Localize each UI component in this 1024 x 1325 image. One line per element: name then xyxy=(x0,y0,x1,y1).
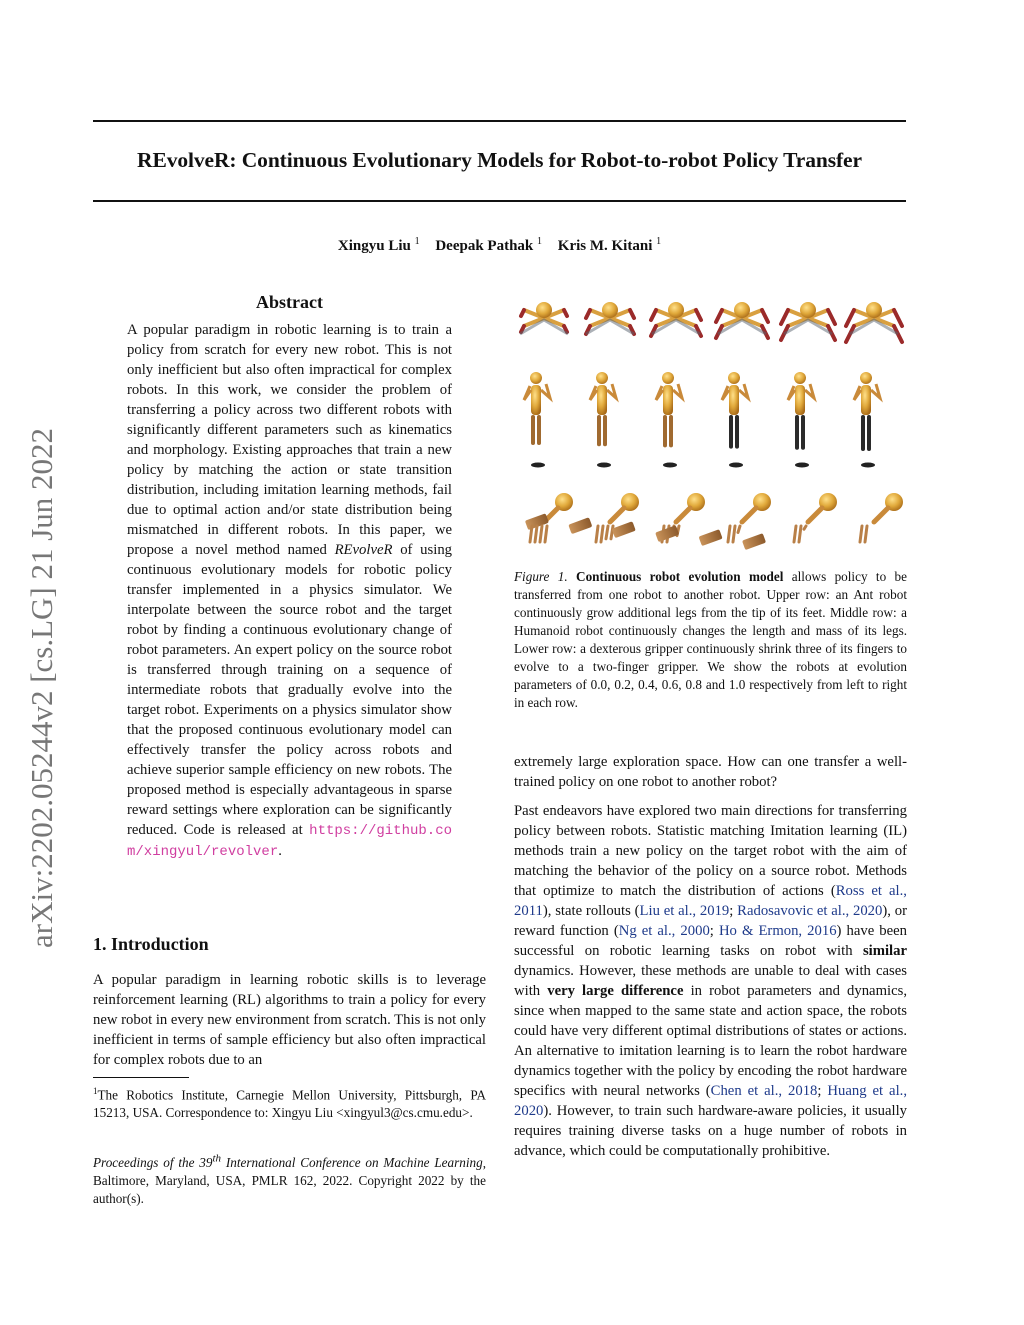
author: Kris M. Kitani $^1$ xyxy=(557,236,662,254)
gripper-robot xyxy=(525,493,573,542)
humanoid-robot xyxy=(722,372,748,468)
humanoid-robot xyxy=(524,372,550,468)
gripper-robot-row xyxy=(525,493,903,550)
abstract-body: A popular paradigm in robotic learning is to train a policy from scratch for every new robot. This is not only inefficient but also often impractical for complex robots. In this work, we consider the problem of transferring a policy across two different robots with significantly different parameters such as kinematics and morphology. Existing approaches that train a new policy by matching the action or state transition distribution, including imitation learning methods, fail due to optimal action and/or state distribution being mismatched in different robots. In this paper, we propose a novel method named REvolveR of using continuous evolutionary models for robotic policy transfer implemented in a physics simulator. We interpolate between the source robot and the target robot by finding a continuous evolutionary change of robot parameters. An expert policy on the source robot is transferred through training on a sequence of intermediate robots that gradually evolve into the target robot. Experiments on a physics simulator show that the proposed continuous evolutionary model can effectively transfer the policy across robots and achieve superior sample efficiency on new robots. The proposed method is especially advantageous in sparse reward settings where exploration can be significantly reduced. Code is released at https://github.com/xingyul/revolver. xyxy=(127,322,453,860)
title-top-rule xyxy=(93,120,906,122)
arxiv-side-label: arXiv:2202.05244v2 [cs.LG] 21 Jun 2022 xyxy=(24,427,59,948)
author: Deepak Pathak $^1$ xyxy=(435,236,543,254)
citation-link[interactable]: Huang et al., 2020 xyxy=(514,1083,907,1119)
ant-robot xyxy=(716,302,768,338)
ant-robot xyxy=(520,302,568,334)
figure-caption: Figure 1. Continuous robot evolution model allows policy to be transferred from one robot to another robot. Upper row: an Ant robot continuously grow additional legs from the tip of its feet. Middle row: a Humanoid robot continuously changes the length and mass of its legs. Lower row: a dexterous gripper continuously shrink three of its fingers to evolve to a two-finger gripper. We show the robots at evolution parameters of 0.0, 0.2, 0.4, 0.6, 0.8 and 1.0 respectively from left to right in each row. xyxy=(514,569,907,710)
humanoid-robot xyxy=(854,372,880,468)
citation-link[interactable]: Chen et al., 2018 xyxy=(710,1083,818,1099)
figure-robot-evolution xyxy=(514,290,907,555)
author: Xingyu Liu $^1$ xyxy=(337,236,420,254)
proceedings-note: Proceedings of the 39th International Conference on Machine Learning, Baltimore, Maryland, USA, PMLR 162, 2022. Copyright 2022 by the author(s). xyxy=(93,1153,486,1207)
ant-robot xyxy=(651,302,701,336)
section-heading-introduction: 1. Introduction xyxy=(93,934,209,954)
right-paragraph-2: Past endeavors have explored two main directions for transferring policy between robots. Statistic matching Imitation learning (IL) methods train a new policy on the target robot with the aim of matching the behavior of the policy on a source robot. Methods that optimize to match the distribution of actions (Ross et al., 2011), state rollouts (Liu et al., 2019; Radosavovic et al., 2020), or reward function (Ng et al., 2000; Ho & Ermon, 2016) have been successful on robotic learning tasks on robot with similar dynamics. However, these methods are unable to deal with cases with very large difference in robot parameters and dynamics, since when mapped to the same state and action space, the robots could have very different optimal distributions of states or actions. An alternative to imitation learning is to learn the robot hardware dynamics together with the policy by encoding the robot hardware specifics with neural networks (Chen et al., 2018; Huang et al., 2020). However, to train such hardware-aware policies, it usually requires training diverse tasks on a huge number of robots in advance, which could be computationally prohibitive. xyxy=(514,803,908,1159)
abstract-heading: Abstract xyxy=(256,292,323,312)
ant-robot-row xyxy=(520,302,902,342)
citation-link[interactable]: Ho & Ermon, 2016 xyxy=(718,923,837,939)
ant-robot xyxy=(781,302,835,340)
code-url-link[interactable]: https://github.com/xingyul/revolver xyxy=(127,823,452,860)
citation-link[interactable]: Radosavovic et al., 2020 xyxy=(737,903,883,919)
humanoid-robot-row xyxy=(524,372,880,468)
footnote-rule xyxy=(93,1077,189,1078)
humanoid-robot xyxy=(656,372,682,468)
citation-link[interactable]: Ross et al., 2011 xyxy=(514,883,907,919)
paper-title: REvolveR: Continuous Evolutionary Models for Robot-to-robot Policy Transfer xyxy=(137,148,862,172)
humanoid-robot xyxy=(590,372,616,468)
gripper-robot xyxy=(568,493,639,542)
affiliation-footnote: $^1$The Robotics Institute, Carnegie Mellon University, Pittsburgh, PA 15213, USA. Correspondence to: Xingyu Liu <xingyul3@cs.cmu.edu>. xyxy=(93,1086,486,1121)
author-list xyxy=(93,236,906,255)
citation-link[interactable]: Ng et al., 2000 xyxy=(618,923,710,939)
intro-paragraph: A popular paradigm in learning robotic skills is to leverage reinforcement learning (RL) algorithms to train a policy for every new robot in every new environment from scratch. This is not only inefficient in terms of sample efficiency but also often impractical for complex robots due to an xyxy=(93,972,486,1068)
right-paragraph-1: extremely large exploration space. How can one transfer a well-trained policy on one robot to another robot? xyxy=(514,754,907,790)
humanoid-robot xyxy=(788,372,814,468)
citation-link[interactable]: Liu et al., 2019 xyxy=(639,903,730,919)
ant-robot xyxy=(586,302,634,334)
title-bottom-rule xyxy=(93,200,906,202)
ant-robot xyxy=(846,302,902,342)
